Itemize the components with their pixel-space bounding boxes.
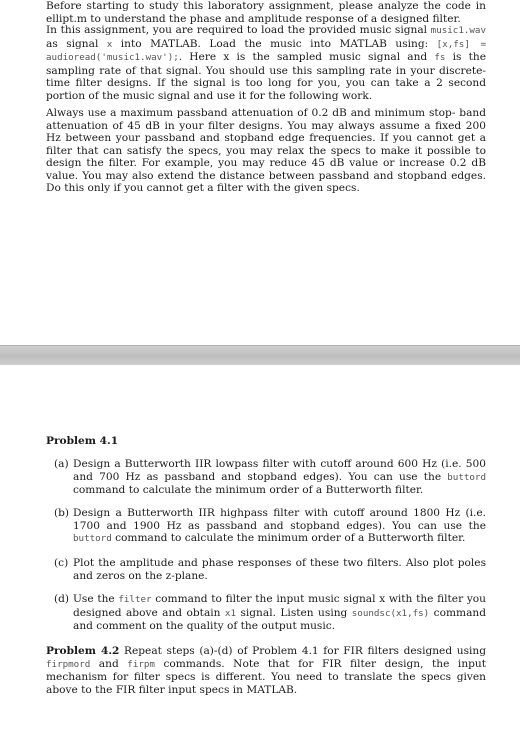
text-span: command and comment on the quality of the output music. <box>73 606 486 633</box>
item-marker: (a) <box>54 458 69 470</box>
text-span: signal. Listen using <box>236 606 352 619</box>
text-span: Repeat steps (a)-(d) of Problem 4.1 for FIR filters designed using <box>119 645 486 657</box>
text-span: In this assignment, you are required to load the provided music signal <box>46 24 431 36</box>
intro-text-1: Before starting to study this laboratory assignment, please analyze the code in ellipt.m to understand the phase and amplitude response of a designed filter. <box>46 0 486 25</box>
code-filename: music1.wav <box>430 25 486 36</box>
item-marker: (b) <box>54 507 70 519</box>
text-span: into MATLAB. Load the music into MATLAB using: <box>112 37 437 50</box>
text-span: Plot the amplitude and phase responses of these two filters. Also plot poles and zeros on the z-plane. <box>73 557 486 582</box>
code-variable: x <box>106 38 113 50</box>
text-span: commands. Note that for FIR filter design, the input mechanism for filter specs is different. You need to translate the specs given above to the FIR filter input specs in MATLAB. <box>46 657 486 696</box>
text-span: Design a Butterworth IIR lowpass filter with cutoff around 600 Hz (i.e. 500 and 700 Hz as passband and stopband edges). You can use the <box>73 458 486 483</box>
intro-paragraph-1 <box>46 0 486 25</box>
code-buttord: buttord <box>73 533 112 545</box>
intro-text-3: Always use a maximum passband attenuation of 0.2 dB and minimum stop- band attenuation of 45 dB in your filter designs. You may always assume a fixed 200 Hz between your passband and stopband edge frequencies. If you cannot get a filter that can satisfy the specs, you may relax the specs to make it possible to design the filter. For example, you may reduce 45 dB value or increase 0.2 dB value. You may also extend the distance between passband and stopband edges. Do this only if you cannot get a filter with the given specs. <box>46 107 486 195</box>
text-span: command to calculate the minimum order of a Butterworth filter. <box>111 532 466 545</box>
intro-paragraph-3 <box>46 107 486 195</box>
problem-item-b <box>54 507 486 546</box>
text-span: Design a Butterworth IIR highpass filter with cutoff around 1800 Hz (i.e. 1700 and 1900 Hz as passband and stopband edges). You can use the <box>73 507 486 532</box>
code-firpm: firpm <box>127 658 155 670</box>
item-marker: (c) <box>54 557 69 569</box>
text-span: command to calculate the minimum order of a Butterworth filter. <box>73 484 424 497</box>
text-span: Use the <box>73 593 119 605</box>
problem-item-c <box>54 557 486 582</box>
text-span: as signal <box>46 37 107 50</box>
intro-paragraph-2 <box>46 24 486 102</box>
problem-item-a <box>54 458 486 497</box>
text-span: is the sampling rate of that signal. You should use this sampling rate in your discrete-time filter designs. If the signal is too long for you, you can take a 2 second portion of the music signal and use it for the following work. <box>46 51 486 102</box>
code-filter: filter <box>118 594 152 605</box>
text-span: . Here x is the sampled music signal and <box>178 51 435 64</box>
text-span: command to filter the input music signal x with the filter you designed above and obtain <box>73 593 487 619</box>
code-x1: x1 <box>224 607 236 619</box>
problem-4-2 <box>46 645 486 696</box>
text-span: and <box>90 657 128 670</box>
code-buttord: buttord <box>447 471 486 483</box>
code-soundsc: soundsc(x1,fs) <box>351 607 430 619</box>
code-variable: fs <box>434 52 446 64</box>
problem-4-2-title: Problem 4.2 <box>46 645 120 657</box>
problem-item-d <box>54 593 486 633</box>
page-separator <box>0 345 520 367</box>
code-audioread: [x,fs] = audioread('music1.wav'); <box>46 38 486 64</box>
code-firpmord: firpmord <box>46 658 91 670</box>
problem-4-1-title: Problem 4.1 <box>46 435 119 447</box>
item-marker: (d) <box>54 593 70 605</box>
